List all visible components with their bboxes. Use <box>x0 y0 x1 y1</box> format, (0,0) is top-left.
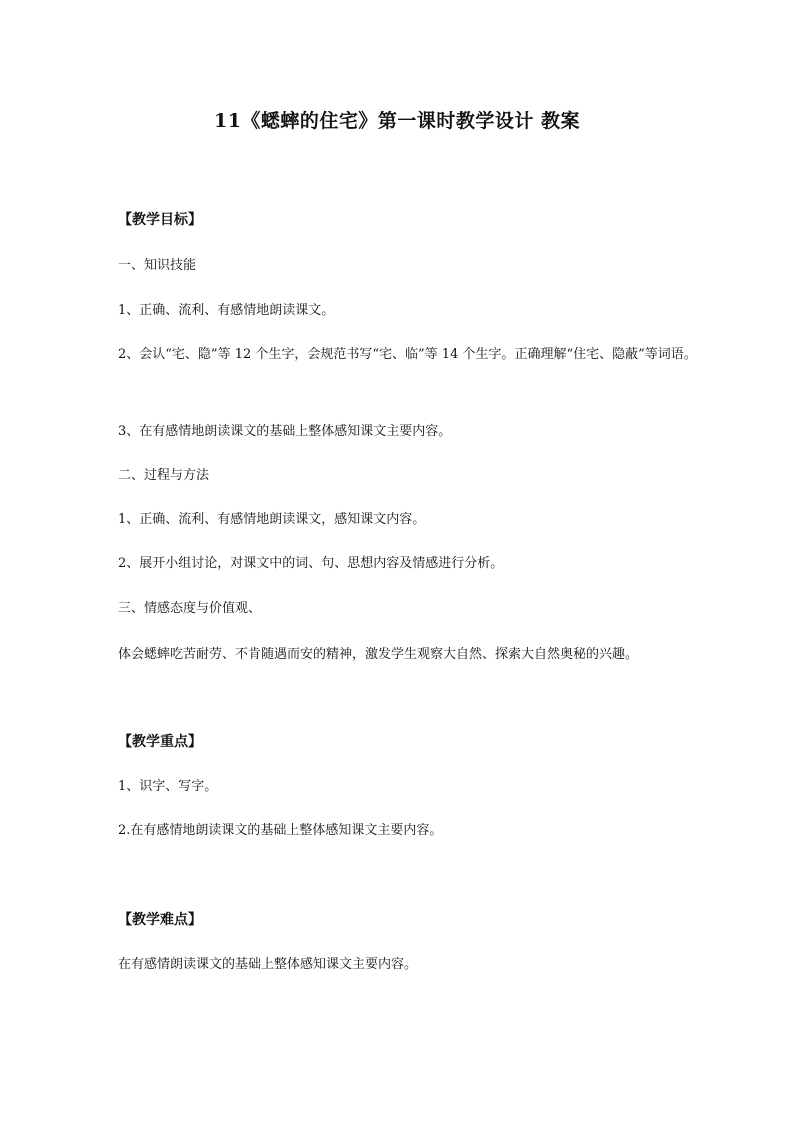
section1-item-3: 3、在有感情地朗读课文的基础上整体感知课文主要内容。 <box>118 424 452 439</box>
section1-item-2: 2、会认“宅、隐”等 12 个生字，会规范书写“宅、临”等 14 个生字。正确理解“住宅、隐蔽”等词语。 <box>118 347 697 362</box>
difficulties-text: 在有感情朗读课文的基础上整体感知课文主要内容。 <box>118 957 418 972</box>
section2-item-1: 1、正确、流利、有感情地朗读课文，感知课文内容。 <box>118 512 426 527</box>
objectives-heading: 【教学目标】 <box>118 212 202 228</box>
section3-title: 三、情感态度与价值观、 <box>118 601 262 616</box>
document-title: 11《蟋蟀的住宅》第一课时教学设计 教案 <box>213 110 581 132</box>
key-points-item-2: 2.在有感情地朗读课文的基础上整体感知课文主要内容。 <box>118 823 443 838</box>
section1-item-1: 1、正确、流利、有感情地朗读课文。 <box>118 303 335 318</box>
key-points-heading: 【教学重点】 <box>118 734 202 750</box>
difficulties-heading: 【教学难点】 <box>118 912 202 928</box>
section2-title: 二、过程与方法 <box>118 468 210 483</box>
section3-text: 体会蟋蟀吃苦耐劳、不肯随遇而安的精神，激发学生观察大自然、探索大自然奥秘的兴趣。 <box>118 647 639 662</box>
key-points-item-1: 1、识字、写字。 <box>118 779 218 794</box>
section2-item-2: 2、展开小组讨论，对课文中的词、句、思想内容及情感进行分析。 <box>118 556 504 571</box>
section1-title: 一、知识技能 <box>118 258 197 273</box>
